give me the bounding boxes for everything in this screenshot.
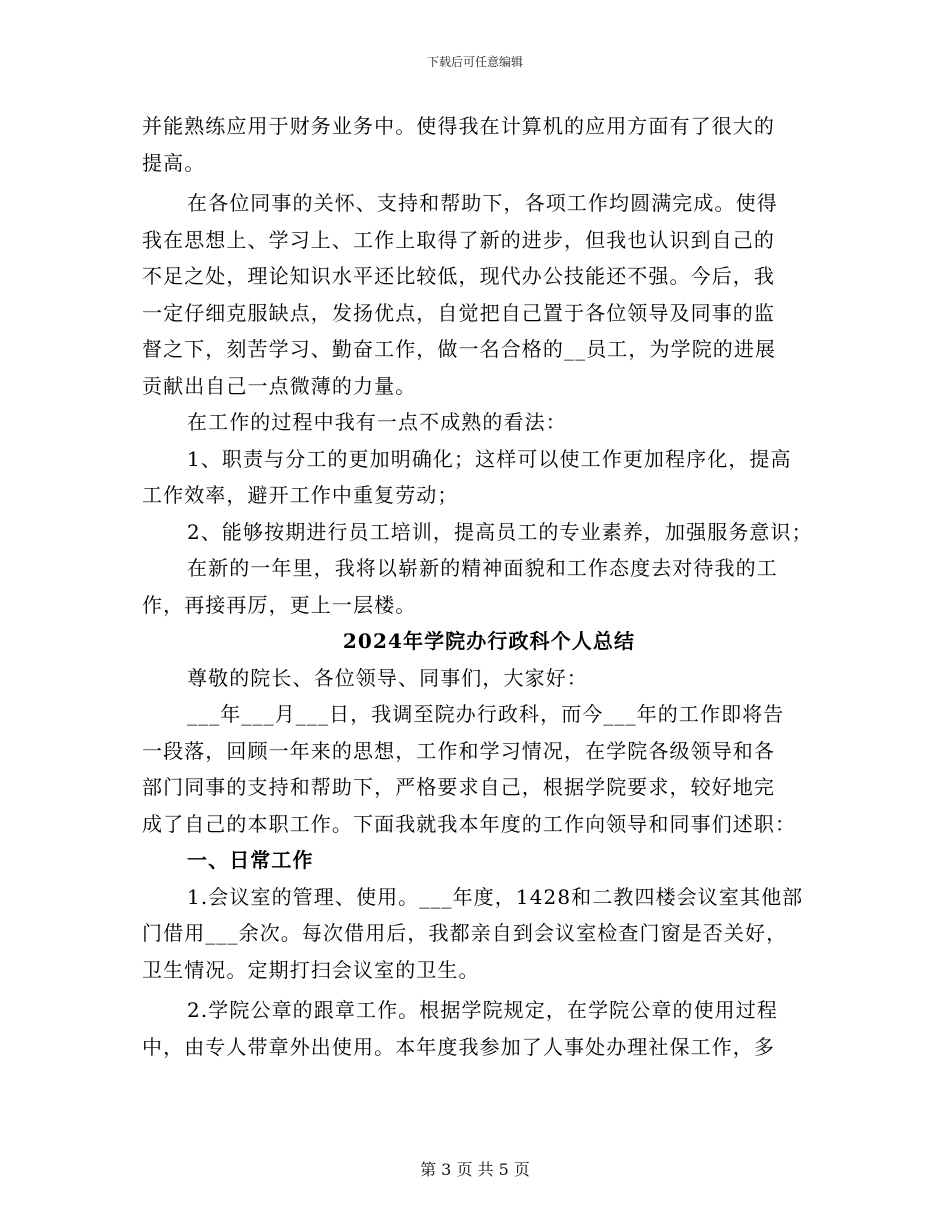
- paragraph-line: 工作效率，避开工作中重复劳动；: [142, 483, 459, 507]
- paragraph-line: 1.会议室的管理、使用。___年度，1428和二教四楼会议室其他部: [187, 884, 804, 909]
- paragraph-line: 贡献出自己一点微薄的力量。: [142, 373, 417, 398]
- paragraph-line: 一定仔细克服缺点，发扬优点，自觉把自己置于各位领导及同事的监: [142, 300, 775, 325]
- paragraph-line: 督之下，刻苦学习、勤奋工作，做一名合格的__员工，为学院的进展: [142, 337, 777, 361]
- document-body: [142, 108, 822, 1065]
- paragraph-line: 提高。: [142, 150, 206, 175]
- paragraph-line: 门借用___余次。每次借用后，我都亲自到会议室检查门窗是否关好，: [142, 921, 788, 945]
- page-footer: 第 3 页 共 5 页: [420, 1160, 530, 1179]
- paragraph-line: 中，由专人带章外出使用。本年度我参加了人事处办理社保工作，多: [142, 1034, 775, 1059]
- list-item-1: 1、职责与分工的更加明确化；这样可以使工作更加程序化，提高: [187, 446, 792, 471]
- subsection-heading: 一、日常工作: [187, 848, 314, 872]
- paragraph-line: 在新的一年里，我将以崭新的精神面貌和工作态度去对待我的工: [187, 556, 778, 580]
- paragraph-line: 一段落，回顾一年来的思想，工作和学习情况，在学院各级领导和各: [142, 738, 775, 763]
- paragraph-line: 在各位同事的关怀、支持和帮助下，各项工作均圆满完成。使得: [187, 191, 778, 215]
- paragraph-line: ___年___月___日，我调至院办行政科，而今___年的工作即将告: [187, 702, 785, 726]
- paragraph-line: 在工作的过程中我有一点不成熟的看法：: [187, 410, 567, 434]
- paragraph-line: 卫生情况。定期打扫会议室的卫生。: [142, 957, 480, 982]
- paragraph-line: 作，再接再厉，更上一层楼。: [142, 592, 417, 617]
- paragraph-line: 并能熟练应用于财务业务中。使得我在计算机的应用方面有了很大的: [142, 114, 775, 138]
- paragraph-line: 不足之处，理论知识水平还比较低，现代办公技能还不强。今后，我: [142, 264, 775, 288]
- paragraph-line: 成了自己的本职工作。下面我就我本年度的工作向领导和同事们述职：: [142, 811, 797, 836]
- paragraph-line: 我在思想上、学习上、工作上取得了新的进步，但我也认识到自己的: [142, 227, 775, 252]
- paragraph-line: 2.学院公章的跟章工作。根据学院规定，在学院公章的使用过程: [187, 998, 778, 1022]
- paragraph-line: 部门同事的支持和帮助下，严格要求自己，根据学院要求，较好地完: [142, 775, 775, 799]
- list-item-2: 2、能够按期进行员工培训，提高员工的专业素养，加强服务意识；: [187, 519, 813, 544]
- section-title: 2024年学院办行政科个人总结: [342, 629, 636, 653]
- page-header: 下载后可任意编辑: [426, 55, 523, 69]
- salutation: 尊敬的院长、各位领导、同事们，大家好：: [187, 665, 588, 690]
